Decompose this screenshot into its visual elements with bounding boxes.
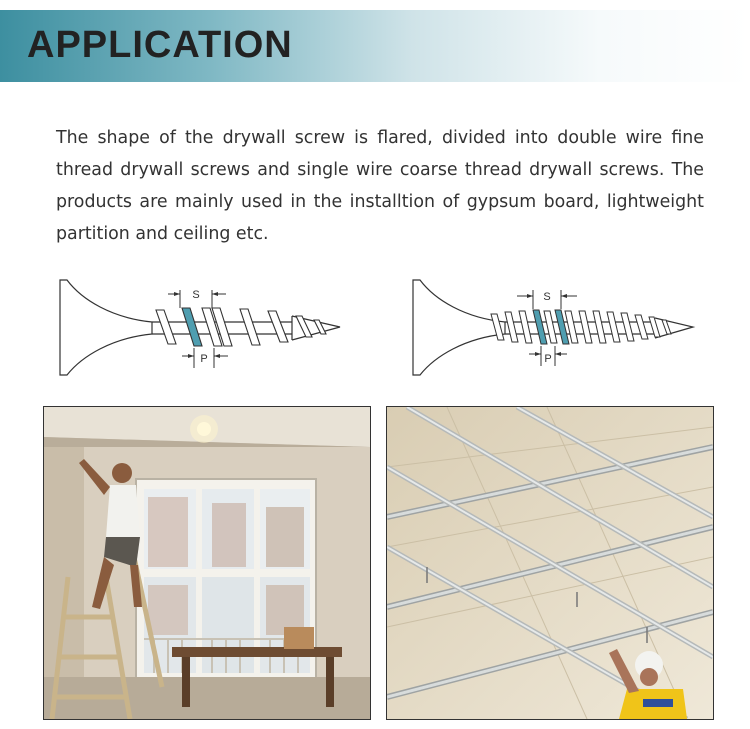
description-text: The shape of the drywall screw is flared, divided into double wire fine thread drywall screws and single wire coarse thread drywall screws. The products are mainly used in the installtion of gypsum board, lightweight partition and ceiling etc. [56, 128, 704, 244]
spacing-label: S [192, 289, 200, 301]
ceiling-installation-photo [386, 406, 714, 720]
pitch-label: P [544, 353, 552, 365]
coarse-thread-screw-diagram [52, 276, 352, 381]
page-title: APPLICATION [27, 24, 293, 66]
header-banner [0, 10, 750, 82]
spacing-label: S [543, 291, 551, 303]
pitch-label: P [200, 353, 208, 365]
room-installation-photo [43, 406, 371, 720]
fine-thread-screw-diagram [405, 276, 705, 381]
highlighted-thread [533, 310, 569, 344]
